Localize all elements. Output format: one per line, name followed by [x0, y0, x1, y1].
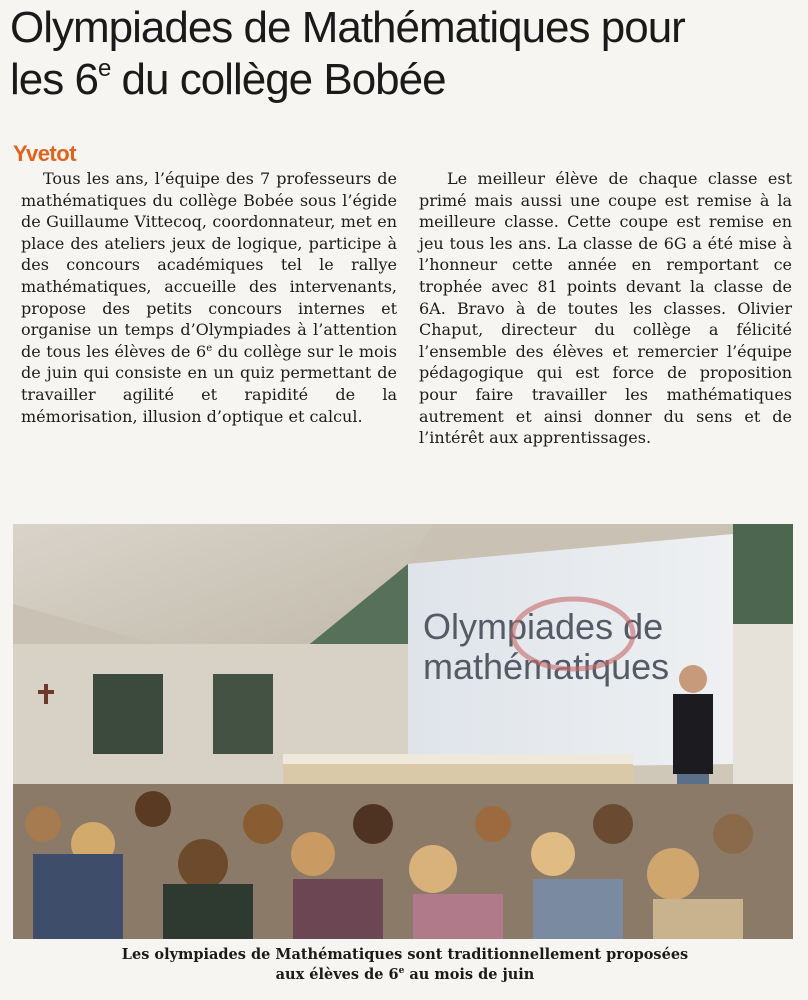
headline	[10, 2, 800, 106]
headline-line-1: Olympiades de Mathématiques pour	[10, 3, 685, 52]
caption-line-2-start: aux élèves de 6	[275, 966, 399, 983]
left-column-text-part-2: du collège sur le mois de juin qui consiste en un quiz permettant de travailler agilité et rapidité de la mémorisation, illusion d’optique et calcul.	[21, 341, 397, 426]
presenter	[673, 694, 713, 774]
screen-title-line-2: mathématiques	[423, 646, 670, 687]
caption-superscript: e	[398, 966, 405, 976]
caption-line-2-end: au mois de juin	[404, 966, 535, 983]
dateline-location: Yvetot	[13, 141, 77, 166]
left-column-superscript: e	[206, 342, 213, 354]
screen-title-line-1: Olympiades de	[423, 606, 664, 647]
headline-superscript: e	[97, 55, 111, 82]
headline-line-2-start: les 6	[10, 55, 98, 104]
classroom-photo-illustration	[13, 524, 793, 939]
left-column-text-part-1: Tous les ans, l’équipe des 7 professeurs de mathématiques du collège Bobée sous l’égide de Guillaume Vittecoq, coordonnateur, met en place des ateliers jeux de logique, participe à des concours académiques tel le rallye mathématiques, accueille des intervenants, propose des petits concours internes et organise un temps d’Olympiades à l’attention de tous les élèves de 6	[21, 169, 397, 361]
audience	[13, 784, 793, 939]
article-photo	[13, 524, 793, 939]
article-column-right: Le meilleur élève de chaque classe est primé mais aussi une coupe est remise à la meilleure classe. Cette coupe est remise en jeu tous les ans. La classe de 6G a été mise à l’honneur cette année en remportant ce trophée avec 81 points devant la classe de 6A. Bravo à de toutes les classes. Olivier Chaput, directeur du collège a félicité l’ensemble des élèves et remercier l’équipe pédagogique qui est force de proposition pour faire travailler les mathématiques autrement et ainsi donner du sens et de l’intérêt aux apprentissages.	[419, 169, 792, 448]
front-tables	[283, 754, 633, 764]
caption-line-1: Les olympiades de Mathématiques sont traditionnellement proposées	[121, 946, 689, 963]
article-column-left	[21, 168, 397, 427]
headline-line-2-end: du collège Bobée	[110, 55, 446, 104]
photo-caption	[10, 945, 800, 985]
